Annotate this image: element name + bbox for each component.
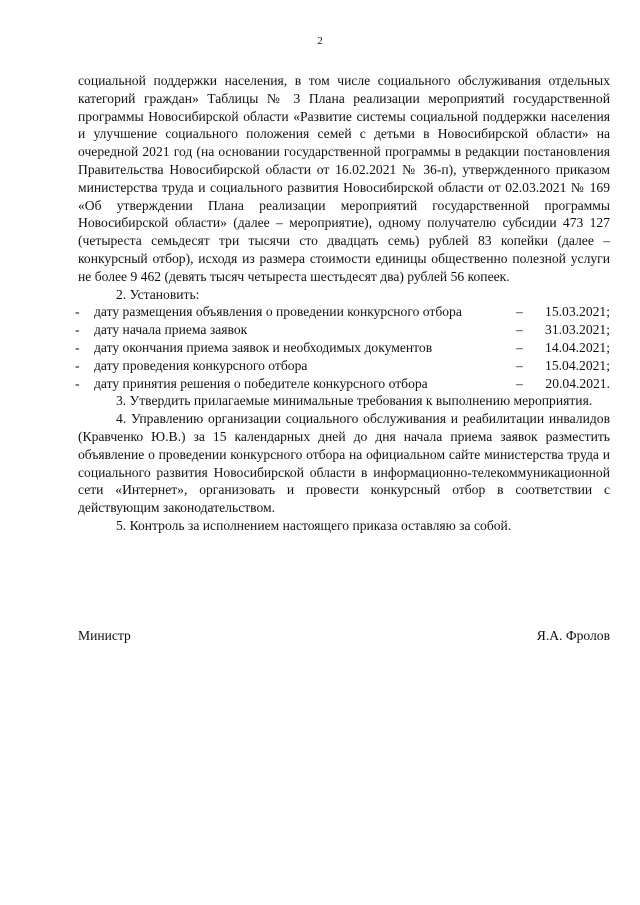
signatory-role: Министр — [78, 628, 131, 643]
date-value: 20.04.2021. — [545, 375, 610, 391]
list-dash: - — [75, 375, 80, 391]
date-separator: – — [516, 339, 523, 355]
date-label: дату окончания приема заявок и необходимых документов — [94, 339, 433, 355]
signatory-name: Я.А. Фролов — [536, 628, 610, 643]
date-value: 15.04.2021; — [545, 357, 610, 373]
date-label: дату начала приема заявок — [94, 322, 248, 338]
date-row — [75, 357, 610, 375]
date-row — [75, 339, 610, 357]
list-dash: - — [75, 304, 80, 320]
item-3-paragraph: 3. Утвердить прилагаемые минимальные требования к выполнению мероприятия. — [116, 393, 593, 409]
date-separator: – — [516, 375, 523, 391]
dates-list — [75, 303, 610, 392]
paragraph-intro: социальной поддержки населения, в том числе социального обслуживания отдельных категорий граждан» Таблицы № 3 Плана реализации мероприятий государственной программы Новосибирской области «Развитие системы социальной поддержки населения и улучшение социального положения семей с детьми в Новосибирской области» на очередной 2021 год (на основании государственной программы в редакции постановления Правительства Новосибирской области от 16.02.2021 № 36-п), утвержденного приказом министерства труда и социального развития Новосибирской области от 02.03.2021 № 169 «Об утверждении Плана реализации мероприятий государственной программы Новосибирской области» (далее – мероприятие), одному получателю субсидии 473 127 (четыреста семьдесят три тысячи сто двадцать семь) рублей 83 копейки (далее – конкурсный отбор), исходя из размера стоимости единицы общественно полезной услуги не более 9 462 (девять тысяч четыреста шестьдесят два) рублей 56 копеек. — [78, 73, 610, 284]
date-label: дату размещения объявления о проведении конкурсного отбора — [94, 304, 462, 320]
date-row — [75, 375, 610, 393]
date-separator: – — [516, 322, 523, 338]
date-row — [75, 321, 610, 339]
date-value: 15.03.2021; — [545, 304, 610, 320]
item-5-paragraph: 5. Контроль за исполнением настоящего приказа оставляю за собой. — [116, 517, 512, 533]
date-separator: – — [516, 304, 523, 320]
date-label: дату принятия решения о победителе конкурсного отбора — [94, 375, 428, 391]
list-dash: - — [75, 339, 80, 355]
date-row — [75, 303, 610, 321]
date-value: 14.04.2021; — [545, 339, 610, 355]
item-2-heading: 2. Установить: — [116, 286, 200, 302]
page-number: 2 — [317, 35, 323, 47]
document-body — [75, 72, 610, 535]
list-dash: - — [75, 357, 80, 373]
date-value: 31.03.2021; — [545, 322, 610, 338]
date-separator: – — [516, 357, 523, 373]
item-4-paragraph: 4. Управлению организации социального обслуживания и реабилитации инвалидов (Кравченко Ю.В.) за 15 календарных дней до дня начала приема заявок разместить объявление о проведении конкурсного отбора на официальном сайте министерства труда и социального развития Новосибирской области в информационно-телекоммуникационной сети «Интернет», организовать и провести конкурсный отбор в соответствии с действующим законодательством. — [78, 411, 610, 516]
date-label: дату проведения конкурсного отбора — [94, 357, 308, 373]
signature-block — [78, 627, 610, 645]
list-dash: - — [75, 322, 80, 338]
